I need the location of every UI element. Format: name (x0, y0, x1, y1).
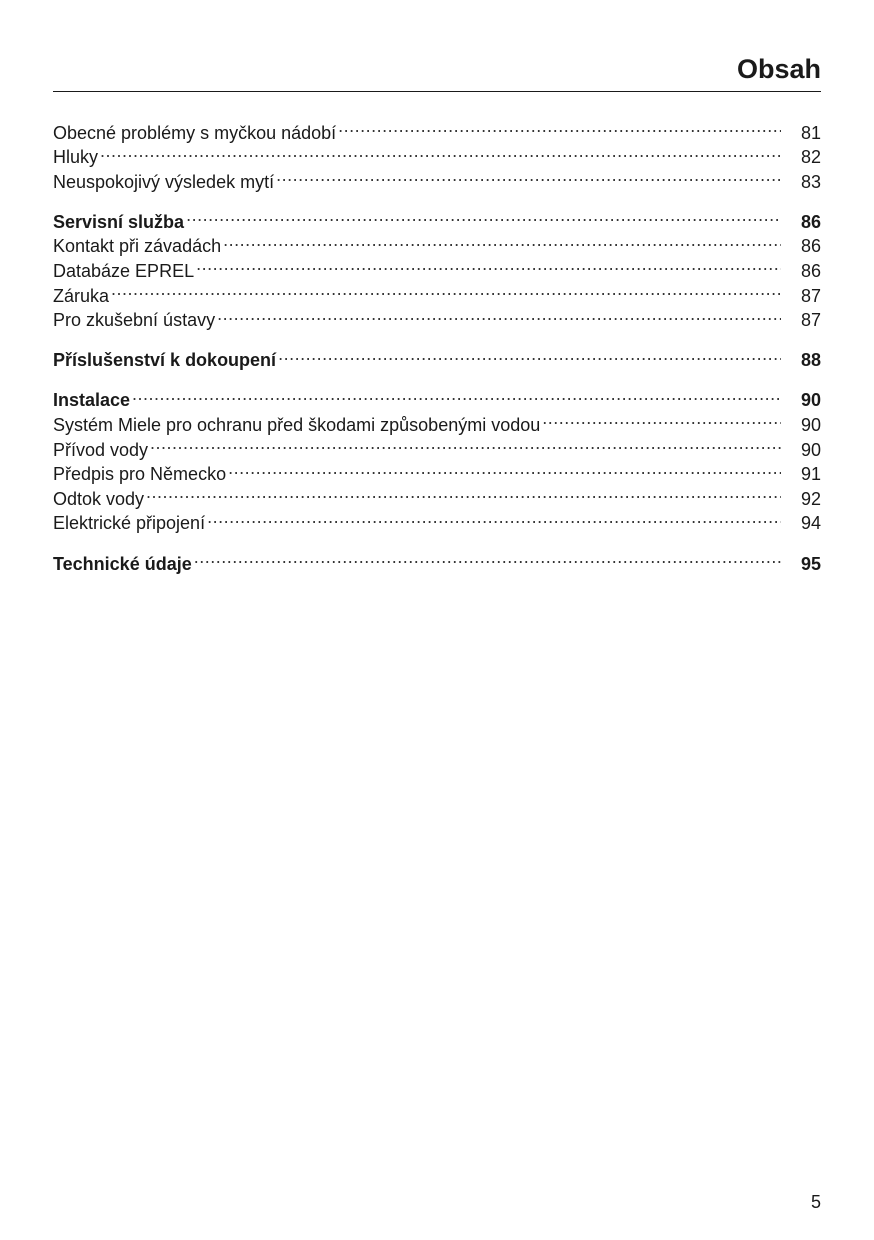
toc-leader-dots (150, 431, 781, 456)
toc-entry-label: Neuspokojivý výsledek mytí (53, 171, 275, 192)
toc-heading-page: 90 (800, 390, 821, 411)
toc-entry-electrical-connection[interactable] (53, 505, 821, 534)
toc-entry-label: Odtok vody (53, 488, 145, 509)
toc-entry-page: 91 (800, 464, 821, 485)
toc-heading-label: Příslušenství k dokoupení (53, 350, 277, 371)
toc-leader-dots (100, 139, 781, 164)
toc-leader-dots (542, 406, 781, 431)
toc-entry-label: Obecné problémy s myčkou nádobí (53, 122, 337, 143)
toc-leader-dots (132, 382, 781, 407)
toc-leader-dots (228, 456, 781, 481)
toc-group-technical-data (53, 545, 821, 574)
toc-heading-page: 86 (800, 211, 821, 232)
toc-entry-page: 86 (800, 236, 821, 257)
toc-heading-page: 95 (800, 553, 821, 574)
toc-heading-installation[interactable] (53, 382, 821, 411)
toc-entry-noises[interactable] (53, 139, 821, 168)
toc-entry-page: 90 (800, 439, 821, 460)
toc-entry-label: Kontakt při závadách (53, 236, 222, 257)
toc-entry-label: Databáze EPREL (53, 261, 195, 282)
toc-leader-dots (338, 114, 781, 139)
toc-group-service (53, 203, 821, 331)
toc-leader-dots (194, 545, 781, 570)
toc-heading-page: 88 (800, 350, 821, 371)
toc-entry-water-protection[interactable] (53, 406, 821, 436)
title-divider (53, 91, 821, 92)
toc-leader-dots (278, 342, 781, 367)
toc-leader-dots (276, 163, 781, 188)
toc-leader-dots (186, 203, 781, 228)
toc-entry-germany-regulation[interactable] (53, 456, 821, 485)
toc-entry-page: 87 (800, 310, 821, 331)
toc-group-accessories (53, 342, 821, 371)
toc-entry-label: Hluky (53, 147, 99, 168)
toc-entry-page: 82 (800, 147, 821, 168)
page-title: Obsah (736, 54, 821, 84)
toc-entry-page: 86 (800, 261, 821, 282)
page-number: 5 (810, 1192, 821, 1212)
toc-entry-label: Předpis pro Německo (53, 464, 227, 485)
toc-entry-page: 92 (800, 488, 821, 509)
toc-heading-accessories[interactable] (53, 342, 821, 371)
toc-entry-page: 83 (800, 171, 821, 192)
toc-entry-page: 94 (800, 513, 821, 534)
toc-leader-dots (111, 277, 781, 302)
toc-entry-test-institutes[interactable] (53, 302, 821, 331)
toc-entry-label: Pro zkušební ústavy (53, 310, 216, 331)
toc-entry-general-problems[interactable] (53, 114, 821, 143)
toc-leader-dots (217, 302, 781, 327)
toc-heading-label: Instalace (53, 390, 131, 411)
toc-leader-dots (223, 228, 781, 253)
toc-entry-label: Systém Miele pro ochranu před škodami způsobenými vodou (53, 415, 541, 436)
toc-entry-water-drain[interactable] (53, 480, 821, 509)
toc-entry-label: Přívod vody (53, 439, 149, 460)
toc-group-installation (53, 382, 821, 534)
toc-entry-page: 87 (800, 285, 821, 306)
toc-heading-technical-data[interactable] (53, 545, 821, 574)
toc-leader-dots (196, 252, 781, 277)
toc-heading-label: Technické údaje (53, 553, 192, 574)
toc-heading-label: Servisní služba (53, 211, 185, 232)
toc-group-troubleshooting (53, 114, 821, 192)
toc-entry-water-inlet[interactable] (53, 431, 821, 460)
toc-entry-page: 81 (800, 122, 821, 143)
toc-entry-page: 90 (800, 415, 821, 436)
toc-heading-service[interactable] (53, 203, 821, 232)
table-of-contents (53, 114, 821, 585)
toc-leader-dots (146, 480, 781, 505)
toc-entry-label: Elektrické připojení (53, 513, 206, 534)
toc-entry-wash-result[interactable] (53, 163, 821, 192)
toc-entry-warranty[interactable] (53, 277, 821, 306)
toc-entry-label: Záruka (53, 285, 110, 306)
toc-leader-dots (207, 505, 781, 530)
